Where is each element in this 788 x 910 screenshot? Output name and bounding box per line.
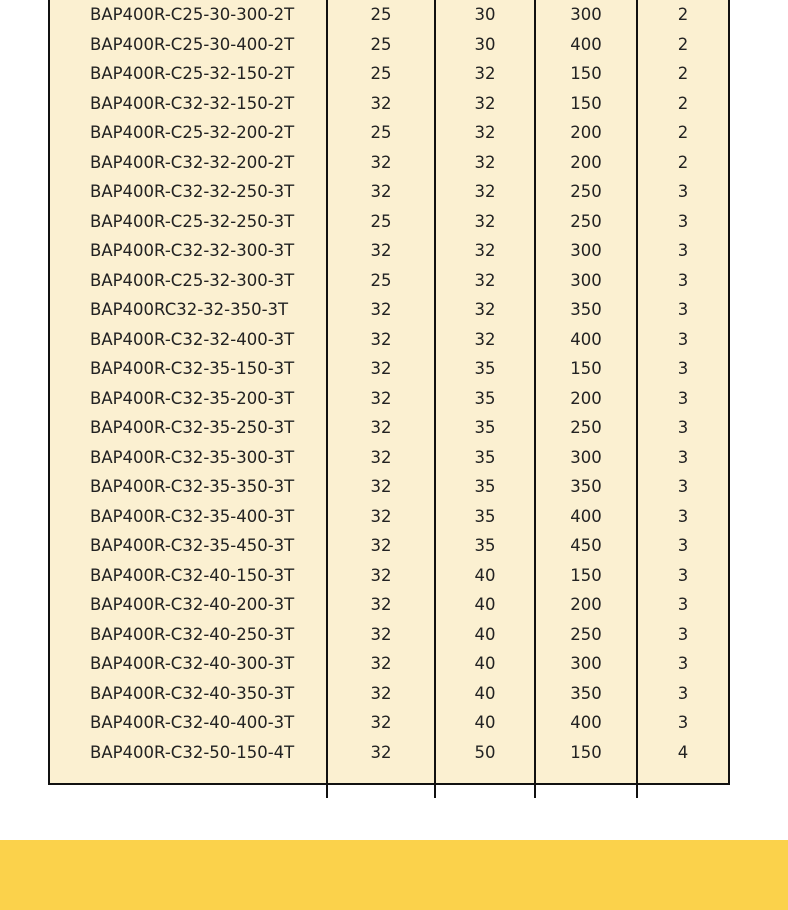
model-cell: BAP400R-C32-35-150-3T [50, 354, 327, 384]
model-cell: BAP400R-C32-32-400-3T [50, 325, 327, 355]
teeth-cell: 3 [677, 624, 689, 644]
model-cell: BAP400R-C32-35-200-3T [50, 384, 327, 414]
length-cell: 200 [535, 148, 637, 178]
length-cell: 400 [535, 708, 637, 738]
shank-diameter-cell: 32 [327, 236, 435, 266]
length-cell: 400 [535, 502, 637, 532]
shank-diameter-cell: 32 [327, 590, 435, 620]
cutter-diameter-cell: 32 [435, 325, 535, 355]
length-cell: 300 [535, 649, 637, 679]
teeth-cell: 3 [677, 683, 689, 703]
cutter-diameter-cell: 32 [435, 295, 535, 325]
model-cell: BAP400R-C32-40-350-3T [50, 679, 327, 709]
model-cell: BAP400R-C32-35-400-3T [50, 502, 327, 532]
teeth-cell: 3 [677, 595, 689, 614]
length-cell: 250 [535, 413, 637, 443]
shank-diameter-cell: 32 [327, 443, 435, 473]
table-row [50, 0, 728, 30]
cutter-diameter-cell: 35 [435, 443, 535, 473]
model-cell: BAP400R-C25-32-300-3T [50, 266, 327, 296]
shank-diameter-cell: 25 [327, 266, 435, 296]
model-cell: BAP400R-C32-32-150-2T [50, 89, 327, 119]
length-cell: 300 [535, 236, 637, 266]
cutter-diameter-cell: 32 [435, 177, 535, 207]
model-cell: BAP400R-C25-32-150-2T [50, 59, 327, 89]
teeth-cell: 2 [677, 64, 689, 83]
shank-diameter-cell: 32 [327, 148, 435, 178]
spec-table-container [48, 0, 730, 785]
length-cell: 250 [535, 177, 637, 207]
model-cell: BAP400R-C32-35-450-3T [50, 531, 327, 561]
table-row [50, 472, 728, 502]
length-cell: 150 [535, 738, 637, 768]
shank-diameter-cell: 25 [327, 30, 435, 60]
teeth-cell: 2 [677, 123, 689, 142]
length-cell: 250 [535, 620, 637, 650]
cutter-diameter-cell: 30 [435, 0, 535, 30]
spec-table-body [50, 0, 728, 798]
teeth-cell: 3 [677, 388, 689, 408]
table-row [50, 620, 728, 650]
length-cell: 200 [535, 118, 637, 148]
cutter-diameter-cell: 35 [435, 384, 535, 414]
shank-diameter-cell: 32 [327, 708, 435, 738]
teeth-cell: 3 [677, 359, 689, 378]
teeth-cell: 3 [677, 300, 689, 319]
cutter-diameter-cell: 32 [435, 118, 535, 148]
teeth-cell: 3 [677, 536, 689, 555]
cutter-diameter-cell: 32 [435, 236, 535, 266]
shank-diameter-cell: 32 [327, 354, 435, 384]
length-cell: 150 [535, 354, 637, 384]
model-cell: BAP400R-C32-40-250-3T [50, 620, 327, 650]
shank-diameter-cell: 32 [327, 472, 435, 502]
table-row [50, 236, 728, 266]
shank-diameter-cell: 32 [327, 502, 435, 532]
table-row [50, 590, 728, 620]
cutter-diameter-cell: 35 [435, 354, 535, 384]
model-cell: BAP400R-C32-32-200-2T [50, 148, 327, 178]
model-cell: BAP400R-C32-50-150-4T [50, 738, 327, 768]
table-row [50, 266, 728, 296]
length-cell: 150 [535, 59, 637, 89]
table-row [50, 148, 728, 178]
teeth-cell: 2 [677, 5, 689, 24]
length-cell: 400 [535, 30, 637, 60]
cutter-diameter-cell: 32 [435, 148, 535, 178]
shank-diameter-cell: 32 [327, 649, 435, 679]
teeth-cell: 3 [677, 182, 689, 201]
shank-diameter-cell: 32 [327, 413, 435, 443]
teeth-cell: 3 [677, 241, 689, 260]
cutter-diameter-cell: 30 [435, 30, 535, 60]
shank-diameter-cell: 25 [327, 207, 435, 237]
table-row [50, 325, 728, 355]
table-row [50, 354, 728, 384]
length-cell: 450 [535, 531, 637, 561]
table-row [50, 89, 728, 119]
cutter-diameter-cell: 35 [435, 531, 535, 561]
teeth-cell: 3 [677, 565, 689, 585]
teeth-cell: 4 [677, 742, 689, 762]
shank-diameter-cell: 32 [327, 620, 435, 650]
cutter-diameter-cell: 40 [435, 561, 535, 591]
teeth-cell: 3 [677, 418, 689, 437]
model-cell: BAP400R-C32-35-250-3T [50, 413, 327, 443]
cutter-diameter-cell: 40 [435, 620, 535, 650]
table-row [50, 413, 728, 443]
table-row [50, 738, 728, 768]
cutter-diameter-cell: 32 [435, 207, 535, 237]
teeth-cell: 2 [677, 152, 689, 172]
teeth-cell: 3 [677, 713, 689, 732]
length-cell: 400 [535, 325, 637, 355]
length-cell: 300 [535, 443, 637, 473]
cutter-diameter-cell: 50 [435, 738, 535, 768]
shank-diameter-cell: 32 [327, 531, 435, 561]
cutter-diameter-cell: 40 [435, 590, 535, 620]
model-cell: BAP400RC32-32-350-3T [50, 295, 327, 325]
shank-diameter-cell: 25 [327, 59, 435, 89]
cutter-diameter-cell: 32 [435, 266, 535, 296]
model-cell: BAP400R-C32-35-350-3T [50, 472, 327, 502]
cutter-diameter-cell: 32 [435, 89, 535, 119]
model-cell: BAP400R-C32-32-250-3T [50, 177, 327, 207]
teeth-cell: 3 [677, 506, 689, 526]
shank-diameter-cell: 32 [327, 177, 435, 207]
shank-diameter-cell: 32 [327, 384, 435, 414]
table-row [50, 443, 728, 473]
model-cell: BAP400R-C32-32-300-3T [50, 236, 327, 266]
length-cell: 350 [535, 679, 637, 709]
cutter-diameter-cell: 35 [435, 502, 535, 532]
spec-table [50, 0, 728, 798]
shank-diameter-cell: 32 [327, 561, 435, 591]
table-row [50, 561, 728, 591]
model-cell: BAP400R-C25-32-200-2T [50, 118, 327, 148]
length-cell: 350 [535, 295, 637, 325]
teeth-cell: 2 [677, 34, 689, 54]
teeth-cell: 3 [677, 270, 689, 290]
length-cell: 200 [535, 590, 637, 620]
teeth-cell: 3 [677, 329, 689, 349]
length-cell: 300 [535, 0, 637, 30]
teeth-cell: 2 [677, 93, 689, 113]
table-row [50, 502, 728, 532]
footer-band [0, 840, 788, 910]
table-row [50, 295, 728, 325]
shank-diameter-cell: 32 [327, 295, 435, 325]
cutter-diameter-cell: 32 [435, 59, 535, 89]
table-row [50, 207, 728, 237]
shank-diameter-cell: 32 [327, 738, 435, 768]
length-cell: 150 [535, 89, 637, 119]
length-cell: 350 [535, 472, 637, 502]
length-cell: 150 [535, 561, 637, 591]
teeth-cell: 3 [677, 654, 689, 673]
length-cell: 250 [535, 207, 637, 237]
empty-cell [637, 767, 728, 798]
table-row [50, 177, 728, 207]
empty-cell [327, 767, 435, 798]
shank-diameter-cell: 32 [327, 679, 435, 709]
model-cell: BAP400R-C25-30-400-2T [50, 30, 327, 60]
length-cell: 300 [535, 266, 637, 296]
cutter-diameter-cell: 40 [435, 708, 535, 738]
model-cell: BAP400R-C32-40-150-3T [50, 561, 327, 591]
cutter-diameter-cell: 40 [435, 649, 535, 679]
empty-cell [535, 767, 637, 798]
table-row [50, 59, 728, 89]
cutter-diameter-cell: 40 [435, 679, 535, 709]
model-cell: BAP400R-C25-32-250-3T [50, 207, 327, 237]
empty-cell [50, 767, 327, 798]
table-filler-row [50, 767, 728, 798]
cutter-diameter-cell: 35 [435, 413, 535, 443]
model-cell: BAP400R-C32-40-400-3T [50, 708, 327, 738]
model-cell: BAP400R-C32-40-200-3T [50, 590, 327, 620]
length-cell: 200 [535, 384, 637, 414]
model-cell: BAP400R-C25-30-300-2T [50, 0, 327, 30]
table-row [50, 384, 728, 414]
table-row [50, 649, 728, 679]
shank-diameter-cell: 32 [327, 89, 435, 119]
model-cell: BAP400R-C32-35-300-3T [50, 443, 327, 473]
shank-diameter-cell: 25 [327, 0, 435, 30]
cutter-diameter-cell: 35 [435, 472, 535, 502]
table-row [50, 531, 728, 561]
shank-diameter-cell: 25 [327, 118, 435, 148]
table-row [50, 30, 728, 60]
teeth-cell: 3 [677, 447, 689, 467]
teeth-cell: 3 [677, 211, 689, 231]
table-row [50, 118, 728, 148]
teeth-cell: 3 [677, 477, 689, 496]
table-row [50, 708, 728, 738]
empty-cell [435, 767, 535, 798]
table-row [50, 679, 728, 709]
shank-diameter-cell: 32 [327, 325, 435, 355]
model-cell: BAP400R-C32-40-300-3T [50, 649, 327, 679]
